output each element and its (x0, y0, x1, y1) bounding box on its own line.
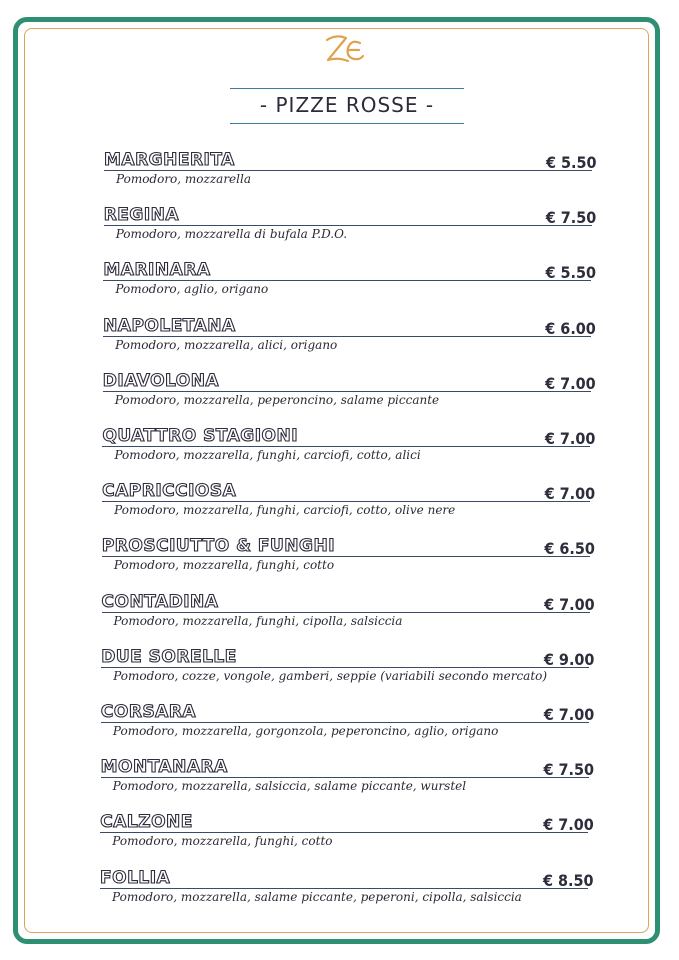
menu-item-rule (101, 777, 589, 778)
menu-item-rule (103, 391, 591, 392)
menu-item-name: CORSARA (100, 702, 197, 722)
menu-item-rule (101, 667, 589, 668)
menu-item-description: Pomodoro, mozzarella, funghi, carciofi, cotto, alici (114, 448, 421, 462)
menu-item (100, 757, 594, 807)
menu-item-description: Pomodoro, mozzarella di bufala P.D.O. (115, 227, 348, 242)
section-header (230, 88, 464, 124)
menu-item-price: € 7.00 (544, 594, 595, 614)
menu-item-rule (103, 336, 591, 337)
menu-item (100, 702, 595, 752)
menu-item-name: QUATTRO STAGIONI (102, 426, 299, 446)
menu-item-description: Pomodoro, mozzarella, peperoncino, salame piccante (114, 392, 440, 407)
menu-item (100, 867, 594, 918)
menu-item-rule (101, 722, 589, 723)
menu-item-description: Pomodoro, cozze, vongole, gamberi, seppie (variabili secondo mercato) (113, 668, 548, 683)
menu-item-price: € 7.00 (543, 705, 595, 724)
menu-item-name: MARGHERITA (104, 150, 235, 170)
menu-item (102, 426, 596, 476)
menu-item-price: € 5.50 (545, 263, 597, 283)
ze-logo-icon (318, 30, 370, 74)
menu-item (104, 150, 597, 200)
menu-item (103, 205, 597, 255)
menu-item-rule (104, 225, 592, 226)
menu-item-price: € 7.00 (544, 429, 596, 448)
menu-item-rule (103, 280, 591, 281)
menu-item-name: PROSCIUTTO & FUNGHI (101, 536, 336, 557)
menu-item-description: Pomodoro, mozzarella, salsiccia, salame piccante, wurstel (112, 779, 467, 794)
menu-item-name: CONTADINA (101, 591, 219, 612)
menu-item-description: Pomodoro, mozzarella (116, 172, 251, 186)
menu-item (101, 536, 595, 586)
menu-item (103, 260, 597, 310)
menu-item-description: Pomodoro, mozzarella, salame piccante, peperoni, cipolla, salsiccia (112, 889, 522, 904)
menu-item-price: € 7.00 (544, 484, 596, 504)
menu-item-rule (102, 501, 590, 502)
menu-item-description: Pomodoro, aglio, origano (115, 282, 269, 297)
menu-item-description: Pomodoro, mozzarella, alici, origano (115, 337, 338, 352)
menu-item-description: Pomodoro, mozzarella, funghi, cipolla, salsiccia (113, 613, 403, 628)
menu-item (103, 315, 596, 366)
menu-item-price: € 6.50 (544, 539, 595, 559)
menu-item (101, 646, 595, 697)
menu-item-name: MARINARA (103, 260, 211, 281)
menu-item-rule (100, 888, 588, 889)
menu-item-description: Pomodoro, mozzarella, funghi, cotto (113, 558, 335, 573)
menu-item-description: Pomodoro, mozzarella, gorgonzola, peperoncino, aglio, origano (112, 724, 499, 738)
menu-item-price: € 5.50 (546, 153, 597, 172)
menu-item (102, 481, 596, 531)
menu-item-price: € 8.50 (543, 870, 594, 890)
menu-item-rule (102, 556, 590, 557)
menu-item-name: FOLLIA (100, 867, 171, 888)
menu-item (102, 370, 596, 421)
menu-item-price: € 7.50 (545, 208, 597, 228)
menu-item-price: € 9.00 (543, 649, 595, 669)
menu-item-name: DUE SORELLE (101, 646, 237, 667)
menu-item (100, 812, 594, 862)
menu-item-description: Pomodoro, mozzarella, funghi, carciofi, cotto, olive nere (114, 503, 456, 518)
menu-item-price: € 7.00 (545, 373, 596, 393)
menu-item-rule (100, 832, 588, 833)
menu-item (101, 591, 595, 642)
menu-item-name: NAPOLETANA (103, 315, 236, 336)
menu-item-name: CAPRICCIOSA (102, 481, 237, 502)
menu-item-price: € 7.50 (543, 760, 594, 780)
menu-item-rule (102, 612, 590, 613)
menu-item-name: DIAVOLONA (102, 370, 220, 391)
section-title: - PIZZE ROSSE - (259, 93, 435, 117)
menu-item-rule (102, 446, 590, 447)
menu-item-name: MONTANARA (100, 757, 228, 778)
menu-item-description: Pomodoro, mozzarella, funghi, cotto (112, 834, 333, 849)
menu-item-price: € 6.00 (545, 318, 596, 338)
menu-item-rule (104, 170, 592, 171)
menu-item-name: REGINA (103, 205, 180, 226)
menu-item-name: CALZONE (100, 812, 193, 833)
menu-item-price: € 7.00 (543, 815, 594, 835)
